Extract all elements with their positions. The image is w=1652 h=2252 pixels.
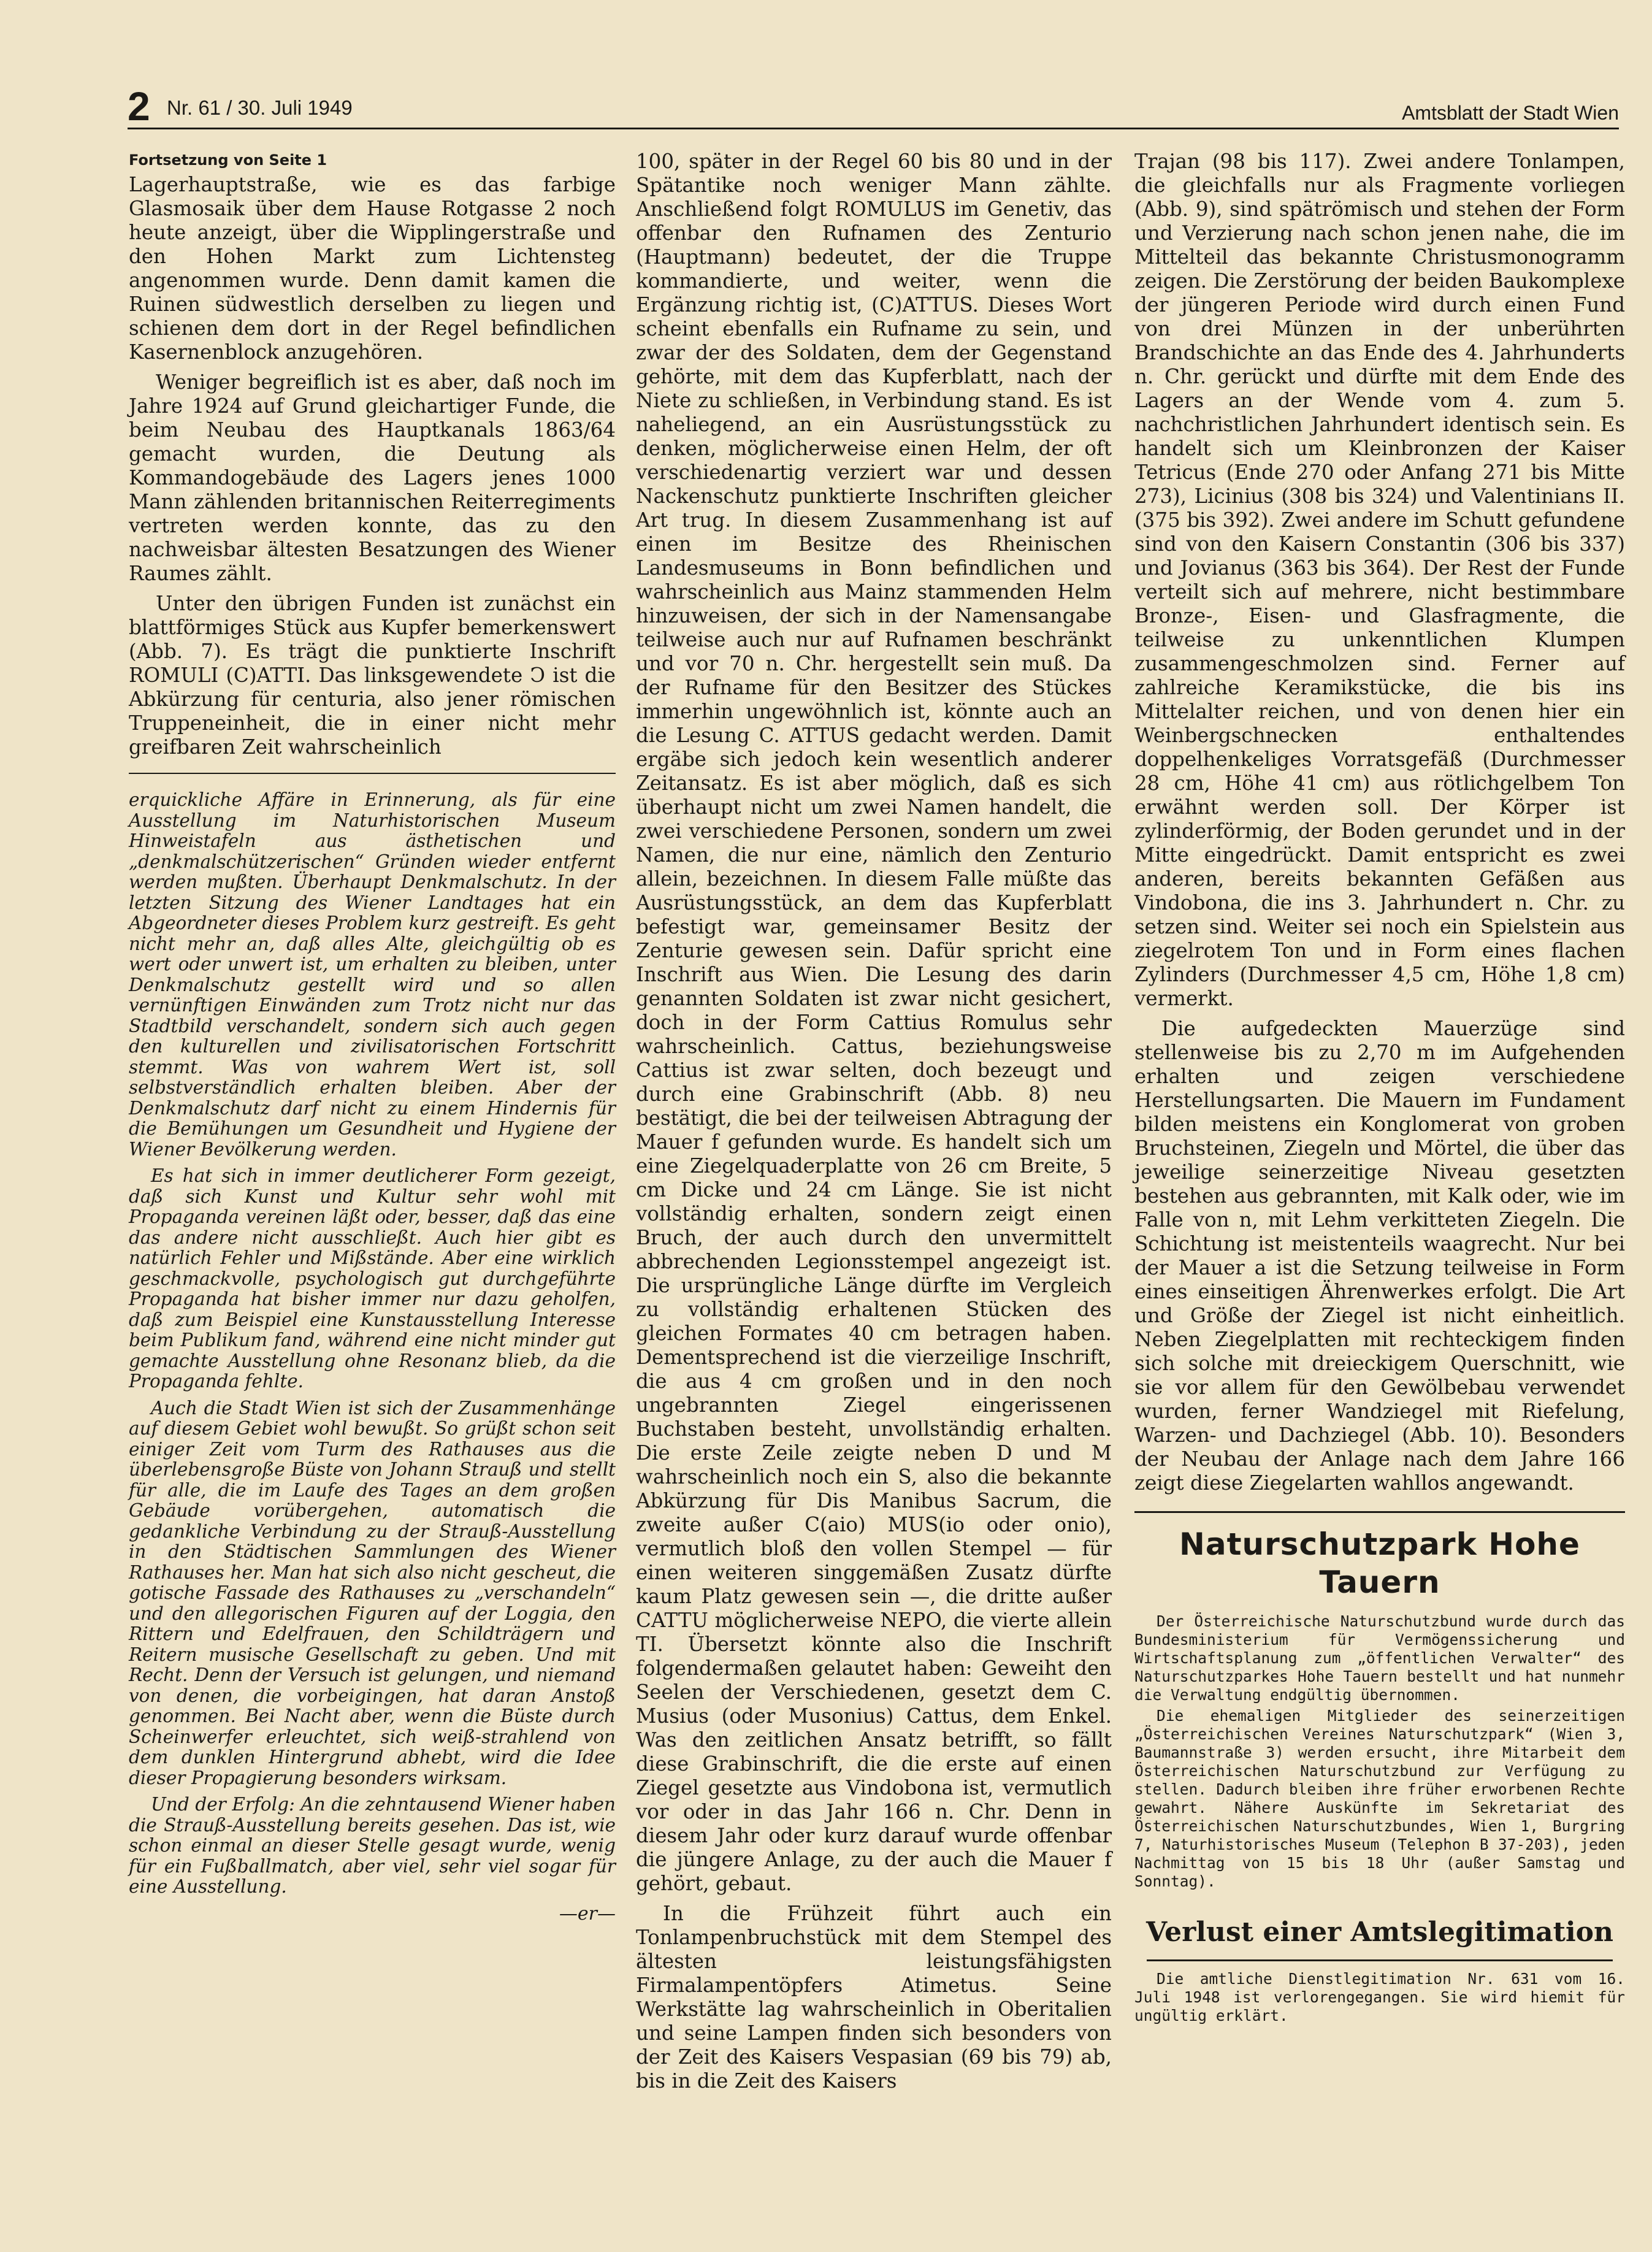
column-1 bbox=[129, 150, 616, 1925]
article-paragraph: Unter den übrigen Funden ist zunächst ein blattförmiges Stück aus Kupfer bemerkenswert (Abb. 7). Es trägt die punktierte Inschrift ROMULI (C)ATTI. Das linksgewendete Ↄ ist die Abkürzung für centuria, also jener römischen Truppeneinheit, die in einer nicht mehr greifbaren Zeit wahrscheinlich bbox=[129, 592, 616, 759]
article-paragraph: Trajan (98 bis 117). Zwei andere Tonlampen, die gleichfalls nur als Fragmente vorliegen (Abb. 9), sind spätrömisch und stehen der Form und Verzierung nach schon jenen nahe, die im Mittelteil das bekannte Christusmonogramm zeigen. Die Zerstörung der beiden Baukomplexe der jüngeren Periode wird durch einen Fund von drei Münzen in der unberührten Brandschichte an das Ende des 4. Jahrhunderts n. Chr. gerückt und dürfte mit dem Ende des Lagers an der Wende vom 4. zum 5. nachchristlichen Jahrhundert identisch sein. Es handelt sich um Kleinbronzen der Kaiser Tetricus (Ende 270 oder Anfang 271 bis Mitte 273), Licinius (308 bis 324) und Valentinians II. (375 bis 392). Zwei andere im Schutt gefundene sind von den Kaisern Constantin (306 bis 337) und Jovianus (363 bis 364). Der Rest der Funde verteilt sich auf mehrere, nicht bestimmbare Bronze-, Eisen- und Glasfragmente, die teilweise zu unkenntlichen Klumpen zusammengeschmolzen sind. Ferner auf zahlreiche Keramikstücke, die bis ins Mittelalter reichen, und von denen hier ein Weinbergschnecken enthaltendes doppelhenkeliges Vorratsgefäß (Durchmesser 28 cm, Höhe 41 cm) aus rötlichgelbem Ton erwähnt werden soll. Der Körper ist zylinderförmig, der Boden gerundet und in der Mitte eingedrückt. Damit entspricht es zwei anderen, bereits bekannten Gefäßen aus Vindobona, die ins 3. Jahrhundert n. Chr. zu setzen sind. Weiter sei noch ein Spielstein aus ziegelrotem Ton und in Form eines flachen Zylinders (Durchmesser 4,5 cm, Höhe 1,8 cm) vermerkt. bbox=[1134, 150, 1625, 1010]
article-continued bbox=[129, 173, 616, 759]
column-2 bbox=[636, 150, 1112, 2099]
notice-paragraph: Die ehemaligen Mitglieder des seinerzeitigen „Österreichischen Vereines Naturschutzpark“ (Wien 3, Baumannstraße 3) werden ersucht, ihre Mitarbeit dem Österreichischen Naturschutzbund zur Verfügung zu stellen. Dadurch bleiben ihre früher erworbenen Rechte gewahrt. Nähere Auskünfte im Sekretariat des Österreichischen Naturschutzbundes, Wien 1, Burgring 7, Naturhistorisches Museum (Telephon B 37-203), jeden Nachmittag von 15 bis 18 Uhr (außer Samstag und Sonntag). bbox=[1134, 1707, 1625, 1890]
commentary-paragraph: Auch die Stadt Wien ist sich der Zusammenhänge auf diesem Gebiet wohl bewußt. So grüßt schon seit einiger Zeit vom Turm des Rathauses aus die überlebensgroße Büste von Johann Strauß und stellt für alle, die im Laufe des Tages an dem großen Gebäude vorübergehen, automatisch die gedankliche Verbindung zu der Strauß-Ausstellung in den Städtischen Sammlungen des Wiener Rathauses her. Man hat sich also nicht gescheut, die gotische Fassade des Rathauses zu „verschandeln“ und den allegorischen Figuren auf der Loggia, den Rittern und Edelfrauen, den Schildträgern und Reitern musische Gesellschaft zu geben. Und mit Recht. Denn der Versuch ist gelungen, und niemand von denen, die vorbeigingen, hat daran Anstoß genommen. Bei Nacht aber, wenn die Büste durch Scheinwerfer erleuchtet, sich weiß-strahlend von dem dunklen Hintergrund abhebt, wird die Idee dieser Propagierung besonders wirksam. bbox=[129, 1397, 616, 1788]
article-paragraph: Lagerhauptstraße, wie es das farbige Glasmosaik über dem Hause Rotgasse 2 noch heute anzeigt, über die Wipplingerstraße und den Hohen Markt zum Lichtensteg angenommen wurde. Denn damit kamen die Ruinen südwestlich derselben zu liegen und schienen dem dort in der Regel befindlichen Kasernenblock anzugehören. bbox=[129, 173, 616, 364]
heading-underline bbox=[1147, 1959, 1613, 1961]
commentary-article bbox=[129, 790, 616, 1925]
page-number: 2 bbox=[128, 83, 150, 129]
continuation-label: Fortsetzung von Seite 1 bbox=[129, 151, 327, 169]
article-paragraph: 100, später in der Regel 60 bis 80 und in der Spätantike noch weniger Mann zählte. Anschließend folgt ROMULUS im Genetiv, das offenbar den Rufnamen des Zenturio (Hauptmann) bedeutet, der die Truppe kommandierte, und weiter, wenn die Ergänzung richtig ist, (C)ATTUS. Dieses Wort scheint ebenfalls ein Rufname zu sein, und zwar der des Soldaten, dem der Gegenstand gehörte, mit dem das Kupferblatt, nach der Niete zu schließen, in Verbindung stand. Es ist naheliegend, an ein Ausrüstungsstück zu denken, möglicherweise einen Helm, der oft verschiedenartig verziert war und dessen Nackenschutz punktierte Inschriften gleicher Art trug. In diesem Zusammenhang ist auf einen im Besitze des Rheinischen Landesmuseums in Bonn befindlichen und wahrscheinlich aus Mainz stammenden Helm hinzuweisen, der sich in der Namensangabe teilweise auch nur auf Rufnamen beschränkt und vor 70 n. Chr. hergestellt sein muß. Da der Rufname für den Besitzer des Stückes immerhin ungewöhnlich ist, könnte auch an die Lesung C. ATTUS gedacht werden. Damit ergäbe sich jedoch kein wesentlich anderer Zeitansatz. Es ist aber möglich, daß es sich überhaupt nicht um zwei Namen handelt, die zwei verschiedene Personen, sondern um zwei Namen, die nur eine, nämlich den Zenturio allein, bezeichnen. In diesem Falle müßte das Ausrüstungsstück, an dem das Kupferblatt befestigt war, gemeinsamer Besitz der Zenturie gewesen sein. Dafür spricht eine Inschrift aus Wien. Die Lesung des darin genannten Soldaten ist zwar nicht gesichert, doch in der Form Cattius Romulus sehr wahrscheinlich. Cattus, beziehungsweise Cattius ist zwar selten, doch bezeugt und durch eine Grabinschrift (Abb. 8) neu bestätigt, die bei der teilweisen Abtragung der Mauer f gefunden wurde. Es handelt sich um eine Ziegelquaderplatte von 26 cm Breite, 5 cm Dicke und 24 cm Länge. Sie ist nicht vollständig erhalten, sondern zeigt einen Bruch, der auch durch den unvermittelt abbrechenden Legionsstempel angezeigt ist. Die ursprüngliche Länge dürfte im Vergleich zu vollständig erhaltenen Stücken des gleichen Formates 40 cm betragen haben. Dementsprechend ist die vierzeilige Inschrift, die aus 4 cm großen und in den noch ungebrannten Ziegel eingerissenen Buchstaben besteht, unvollständig erhalten. Die erste Zeile zeigte neben D und M wahrscheinlich noch ein S, also die bekannte Abkürzung für Dis Manibus Sacrum, die zweite außer C(aio) MUS(io oder onio), vermutlich bloß den vollen Stempel — für einen weiteren singgemäßen Zusatz dürfte kaum Platz gewesen sein —, die dritte außer CATTU möglicherweise NEPO, die vierte allein TI. Übersetzt könnte also die Inschrift folgendermaßen gelautet haben: Geweiht den Seelen der Verschiedenen, gesetzt dem C. Musius (oder Musonius) Cattus, dem Enkel. Was den zeitlichen Ansatz betrifft, so fällt diese Grabinschrift, die die erste auf einen Ziegel gesetzte aus Vindobona ist, vermutlich vor oder in das Jahr 166 n. Chr. Denn in diesem Jahr oder kurz darauf wurde offenbar die jüngere Anlage, zu der auch die Mauer f gehört, gebaut. bbox=[636, 150, 1112, 1895]
section-divider bbox=[1134, 1511, 1625, 1513]
notice-paragraph: Der Österreichische Naturschutzbund wurde durch das Bundesministerium für Vermögenssicherung und Wirtschaftsplanung zum „öffentlichen Verwalter“ des Naturschutzparkes Hohe Tauern bestellt und hat nunmehr die Verwaltung endgültig übernommen. bbox=[1134, 1612, 1625, 1704]
commentary-paragraph: Es hat sich in immer deutlicherer Form gezeigt, daß sich Kunst und Kultur sehr wohl mit Propaganda vereinen läßt oder, besser, daß das eine das andere nicht ausschließt. Auch hier gibt es natürlich Fehler und Mißstände. Aber eine wirklich geschmackvolle, psychologisch gut durchgeführte Propaganda hat bisher immer nur dazu geholfen, daß zum Beispiel eine Kunstausstellung Interesse beim Publikum fand, während eine nicht minder gut gemachte Ausstellung ohne Resonanz blieb, da die Propaganda fehlte. bbox=[129, 1165, 616, 1392]
masthead: Amtsblatt der Stadt Wien bbox=[1402, 102, 1619, 124]
article-continued bbox=[1134, 150, 1625, 1495]
commentary-paragraph: Und der Erfolg: An die zehntausend Wiener haben die Strauß-Ausstellung bereits gesehen. Das ist, wie schon einmal an dieser Stelle gesagt wurde, wenig für ein Fußballmatch, aber viel, sehr viel sogar für eine Ausstellung. bbox=[129, 1794, 616, 1897]
column-3 bbox=[1134, 150, 1625, 2028]
naturschutz-notice bbox=[1134, 1525, 1625, 1891]
author-signature: —er— bbox=[559, 1902, 616, 1925]
article-paragraph: Die aufgedeckten Mauerzüge sind stellenweise bis zu 2,70 m im Aufgehenden erhalten und zeigen verschiedene Herstellungsarten. Die Mauern im Fundament bilden meistens ein Konglomerat von groben Bruchsteinen, Ziegeln und Mörtel, die über das jeweilige seinerzeitige Niveau gesetzten bestehen aus gebrannten, mit Kalk oder, wie im Falle von n, mit Lehm verkitteten Ziegeln. Die Schichtung ist meistenteils waagrecht. Nur bei der Mauer a ist die Setzung teilweise in Form eines einseitigen Ährenwerkes erfolgt. Die Art und Größe der Ziegel ist nicht einheitlich. Neben Ziegelplatten mit rechteckigem finden sich solche mit dreieckigem Querschnitt, wie sie vor allem für den Gewölbebau verwendet wurden, ferner Wandziegel mit Riefelung, Warzen- und Dachziegel (Abb. 10). Besonders der Neubau der Anlage nach dem Jahre 166 zeigt diese Ziegelarten wahllos angewandt. bbox=[1134, 1017, 1625, 1495]
commentary-paragraph: erquickliche Affäre in Erinnerung, als für eine Ausstellung im Naturhistorischen Museum Hinweistafeln aus ästhetischen und „denkmalschützerischen“ Gründen wieder entfernt werden mußten. Überhaupt Denkmalschutz. In der letzten Sitzung des Wiener Landtages hat ein Abgeordneter dieses Problem kurz gestreift. Es geht nicht mehr an, daß alles Alte, gleichgültig ob es wert oder unwert ist, um erhalten zu bleiben, unter Denkmalschutz gestellt wird und so allen vernünftigen Einwänden zum Trotz nicht nur das Stadtbild verschandelt, sondern sich auch gegen den kulturellen und zivilisatorischen Fortschritt stemmt. Was von wahrem Wert ist, soll selbstverständlich erhalten bleiben. Aber der Denkmalschutz darf nicht zu einem Hindernis für die Bemühungen um Gesundheit und Hygiene der Wiener Bevölkerung werden. bbox=[129, 789, 616, 1160]
issue-date: Nr. 61 / 30. Juli 1949 bbox=[167, 96, 353, 119]
notice-heading: Naturschutzpark Hohe Tauern bbox=[1179, 1526, 1580, 1600]
article-paragraph: Weniger begreiflich ist es aber, daß noch im Jahre 1924 auf Grund gleichartiger Funde, die beim Neubau des Hauptkanals 1863/64 gemacht wurden, die Deutung als Kommandogebäude des Lagers jenes 1000 Mann zählenden britannischen Reiterregiments vertreten werden konnte, das zu den nachweisbar ältesten Besatzungen des Wiener Raumes zählt. bbox=[129, 370, 616, 585]
article-paragraph: In die Frühzeit führt auch ein Tonlampenbruchstück mit dem Stempel des ältesten leistungsfähigsten Firmalampentöpfers Atimetus. Seine Werkstätte lag wahrscheinlich in Oberitalien und seine Lampen finden sich besonders von der Zeit des Kaisers Vespasian (69 bis 79) ab, bis in die Zeit des Kaisers bbox=[636, 1902, 1112, 2093]
column-divider bbox=[129, 773, 616, 774]
notice-heading: Verlust einer Amtslegitimation bbox=[1145, 1917, 1614, 1948]
verlust-notice bbox=[1134, 1915, 1625, 2025]
page-header bbox=[128, 85, 1619, 129]
notice-paragraph: Die amtliche Dienstlegitimation Nr. 631 vom 16. Juli 1948 ist verlorengegangen. Sie wird hiemit für ungültig erklärt. bbox=[1134, 1970, 1625, 2024]
